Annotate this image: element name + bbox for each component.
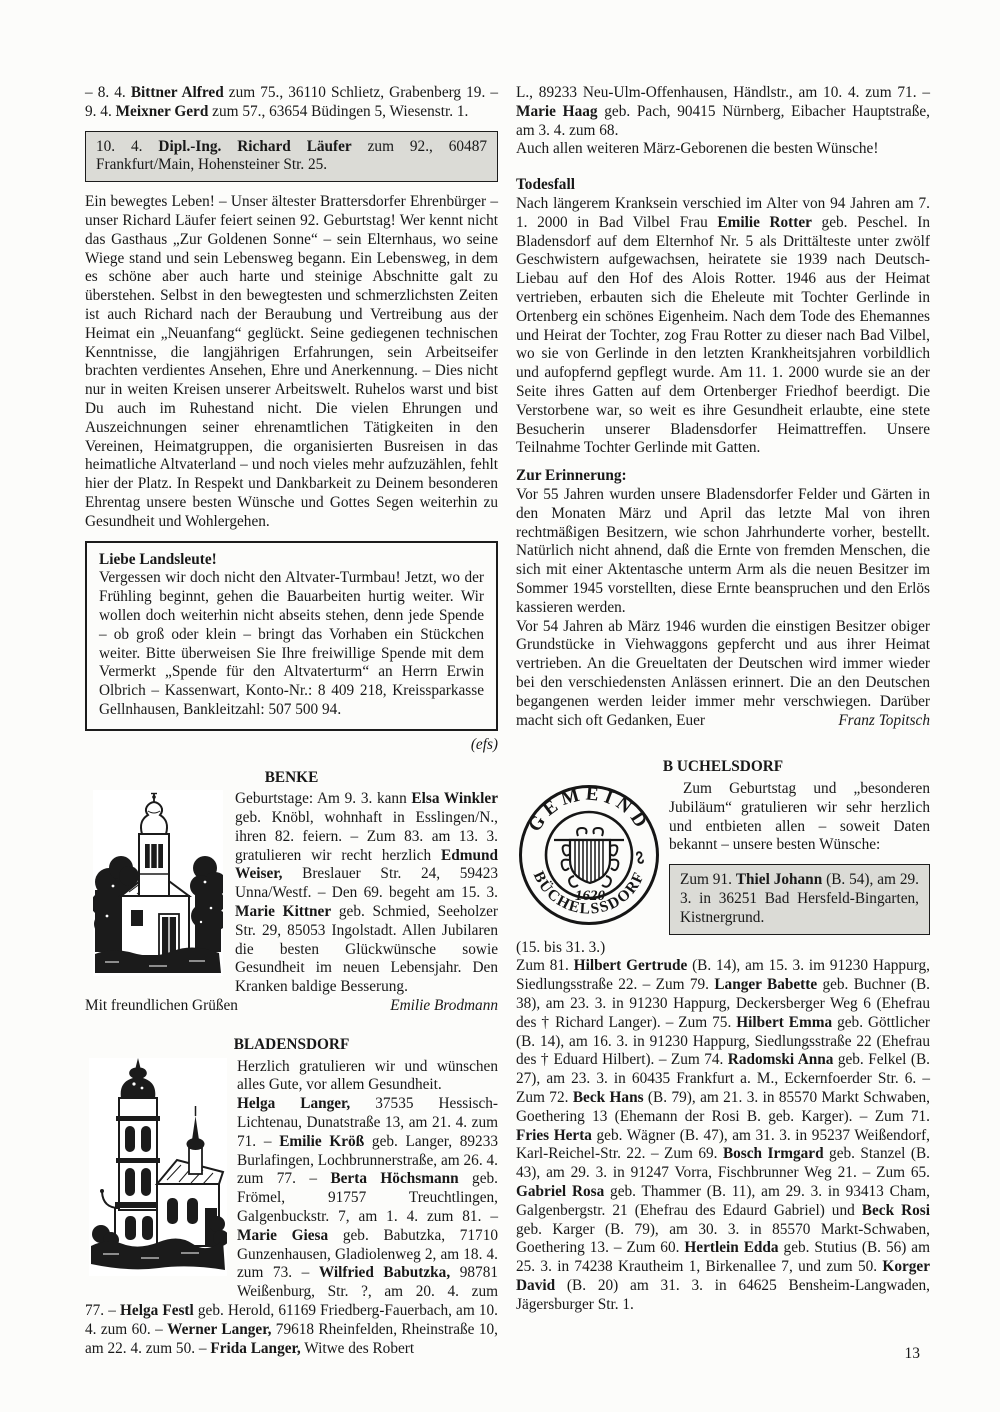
buchelsdorf-birthdays: Zum 81. Hilbert Gertrude (B. 14), am 15. 3. im 91230 Happurg, Siedlungsstraße 22. – Zum 79. Langer Babette geb. Buchner (B. 38), am 23. 3. in 91230 Happurg, Deckersberger Weg 6 (Ehefrau des † Richard Langer). – Zum 75. Hilbert Emma geb. Göttlicher (B. 14), am 16. 3. in 91230 Happurg, Siedlungsstraße 22 (Ehefrau des † Eduard Hilbert). – Zum 74. Radomski Anna geb. Felkel (B. 27), am 23. 3. in 60435 Frankfurt a. M., Eckernfoerder Str. 6. – Zum 72. Beck Hans (B. 79), am 21. 3. in 85570 Markt Schwaben, Goethering 13 (Ehemann der Rosi B. geb. Karger). – Zum 71. Fries Herta geb. Wägner (B. 47), am 31. 3. in 95237 Weißendorf, Karl-Reichel-Str. 22. – Zum 69. Bosch Irmgard geb. Stanzel (B. 43), am 29. 3. in 91247 Vorra, Fischbrunner Weg 21. – Zum 65. Gabriel Rosa geb. Thammer (B. 11), am 29. 3. in 93413 Cham, Galgenbergstr. 21 (Ehefrau des Edaurd Gabriel) und Beck Rosi geb. Karger (B. 79), am 30. 3. in 85570 Markt-Schwaben, Goethering 13. – Zum 60. Hertlein Edda geb. Stutius (B. 56) am 25. 3. in 74238 Krautheim 1, Birkenallee 7, und zum 50. Korger David (B. 20) am 31. 3. in 64625 Bensheim-Langwaden, Jägersburger Str. 1. <box>516 957 931 1313</box>
erinnerung-signature: Franz Topitsch <box>838 711 930 729</box>
buchelsdorf-body <box>669 780 930 935</box>
thiel-highlight-box: Zum 91. Thiel Johann (B. 54), am 29. 3. in 36251 Bad Hersfeld-Bingarten, Kistnergrund. <box>669 864 930 934</box>
buchelsdorf-seal <box>518 784 660 926</box>
march-birthdays-carryover: L., 89233 Neu-Ulm-Offenhausen, Händlstr., am 10. 4. zum 71. – Marie Haag geb. Pach, 90415 Nürnberg, Eibacher Hauptstraße, am 3. 4. zum 68. <box>516 84 930 139</box>
march-wishes-line: Auch allen weiteren März-Geborenen die besten Wünsche! <box>516 140 879 158</box>
buchelsdorf-section <box>516 780 930 935</box>
seal-text-bottom: BÜCHELSSDORF <box>529 868 649 918</box>
landsleute-body: Vergessen wir doch nicht den Altvater-Turmbau! Jetzt, wo der Frühling beginnt, gehen die Bauarbeiten hurtig weiter. Wir wollen doch weiterhin nicht abseits stehen, denn jede Spende – ob groß oder klein – bringt das Vorhaben ein Stückchen weiter. Bitte überweisen Sie Ihre freiwillige Spende mit dem Vermerkt „Spende für den Altvaterturm“ an Herrn Erwin Olbrich – Kassenwart, Konto-Nr.: 8 409 218, Kreissparkasse Gellnhausen, Bankleitzahl: 507 500 94. <box>99 569 484 718</box>
laeufer-highlight-box: 10. 4. Dipl.-Ing. Richard Läufer zum 92., 60487 Frankfurt/Main, Hohensteiner Str. 25. <box>85 131 498 183</box>
benke-section <box>85 790 498 997</box>
bladensdorf-section-title: BLADENSDORF <box>233 1035 350 1053</box>
bladensdorf-body <box>237 1058 498 1302</box>
bladensdorf-list-overflow: 77. – Helga Festl geb. Herold, 61169 Friedberg-Fauerbach, am 10. 4. zum 60. – Werner Langer, 79618 Rheinfelden, Rheinstraße 10, am 22. 4. zum 50. – Frida Langer, Witwe des Robert <box>85 1302 498 1357</box>
erinnerung-title: Zur Erinnerung: <box>516 467 627 485</box>
todesfall-body: Nach längerem Kranksein verschied im Alter von 94 Jahren am 7. 1. 2000 in Bad Vilbel Frau Emilie Rotter geb. Peschel. In Bladensdorf auf dem Elternhof Nr. 5 als Drittälteste unter zwölf Geschwistern aufgewachsen, heiratete sie 1939 nach Deutsch-Liebau auf den Hof des Alois Rotter. 1946 aus der Heimat vertrieben, erbauten sich die Eheleute mit Tochter Gerlinde in Ortenberg ein schönes Eigenheim. Nach dem Tode des Ehemannes und Heirat der Tochter, zog Frau Rotter zu dieser nach Bad Vilbel, wo sie von Gerlinde in den letzten Krankheitsjahren vorbildlich und aufopfernd gepflegt wurde. Am 11. 1. 2000 wurde sie an der Seite ihres Gatten auf dem Ortenberger Friedhof beerdigt. Die Verstorbene war, so weit es ihre Gesundheit erlaubte, eine stete Besucherin unserer Bladensdorfer Heimattreffen. Unsere Teilnahme Tochter Gerlinde mit Gatten. <box>516 194 930 457</box>
two-column-layout <box>85 84 930 1358</box>
buchelsdorf-section-title: B UCHELSDORF <box>662 758 784 776</box>
buchelsdorf-intro: Zum Geburtstag und „besonderen Jubiläum“ gratulieren wir sehr herzlich und entbieten allen – soweit Daten bekannt – unsere besten Wünsche: <box>669 780 930 854</box>
todesfall-title: Todesfall <box>516 176 575 194</box>
page-number: 13 <box>904 1345 920 1363</box>
benke-church-engraving <box>93 790 223 976</box>
bladensdorf-intro: Herzlich gratulieren wir und wünschen alles Gute, vor allem Gesundheit. <box>237 1057 498 1094</box>
buchelsdorf-date-range: (15. bis 31. 3.) <box>516 938 606 956</box>
landsleute-title: Liebe Landsleute! <box>99 550 217 568</box>
seal-ornament: ∾ <box>627 848 652 868</box>
right-column <box>516 84 930 1358</box>
bladensdorf-section <box>85 1058 498 1302</box>
efs-initials: (efs) <box>470 735 498 753</box>
benke-section-title: BENKE <box>264 768 319 786</box>
laeufer-tribute-paragraph: Ein bewegtes Leben! – Unser ältester Brattersdorfer Ehrenbürger – unser Richard Läufer feiert seinen 92. Geburtstag! Wer kennt nicht das Gasthaus „Zur Goldenen Sonne“ – sein Elternhaus, wo seine Wiege stand und sein Lebensweg begann. Ein Lebensweg, in dem es schöne aber auch harte und steinige Abschnitte galt zu überstehen. Selbst in den bewegtesten und schmerzlichsten Zeiten ist auch Richard nach der Beraubung und Vertreibung aus der Heimat ein „Neuanfang“ geglückt. Seine gediegenen technischen Kenntnisse, die langjährigen Erfahrungen, sein Arbeitseifer brachten verdientes Ansehen, Ehre und Anerkennung. – Dies nicht nur in weiten Kreisen unserer Arbeitswelt. Ruhelos warst und bist Du auch im Ruhestand nicht. Die vielen Ehrungen und Auszeichnungen seiner ehrenamtlichen Tätigkeiten in den Vereinen, Heimatgruppen, die organisierten Busreisen in das heimatliche Altvaterland – und noch vieles mehr aufzuzählen, fehlt hier der Platz. In Respekt und Dankbarkeit zu Deinem besonderen Ehrentag unsere besten Wünsche und Gottes Segen weiterhin zu Gesundheit und Wohlergehen. <box>85 193 498 530</box>
erinnerung-closing: macht sich oft Gedanken, Euer <box>516 711 706 729</box>
svg-text:GEMEIND <box>524 784 653 836</box>
erinnerung-para2: Vor 54 Jahren ab März 1946 wurden die einstigen Besitzer obiger Grundstücke in Viehwaggons gepfercht und aus ihrer Heimat vertrieben. An die Greueltaten der Deutschen wird immer wieder bei den verschiedensten Anlässen erinnert. Die an den Deutschen begangenen werden leider immer mehr verschwiegen. Darüber <box>516 617 930 710</box>
benke-signature: Emilie Brodmann <box>390 997 498 1015</box>
benke-signoff-row <box>85 997 498 1016</box>
benke-body: Geburtstage: Am 9. 3. kann Elsa Winkler geb. Knöbl, wohnhaft in Esslingen/N., ihren 82. feiern. – Zum 83. am 13. 3. gratulieren wir recht herzlich Edmund Weiser, Breslauer Str. 24, 59423 Unna/Westf. – Den 69. begeht am 15. 3. Marie Kittner geb. Schmied, Seeholzer Str. 29, 85053 Ingolstadt. Allen Jubilaren die besten Glückwünsche sowie Gesundheit im neuen Lebensjahr. Den Kranken baldige Besserung. <box>235 790 499 996</box>
left-column <box>85 84 498 1358</box>
seal-year: 1620 <box>575 888 605 905</box>
landsleute-donation-box <box>85 541 498 731</box>
benke-signoff: Mit freundlichen Grüßen <box>85 997 238 1015</box>
erinnerung-para1: Vor 55 Jahren wurden unsere Bladensdorfer Felder und Gärten in den Monaten März und April das letzte Mal von ihren rechtmäßigen Besitzern, wie schon Jahrhunderte vorher, bestellt. Natürlich nicht ahnend, daß die Ernte von fremden Menschen, die sich mit einer Aktentasche unterm Arm als die neuen Besitzer im Sommer 1945 vorstellten, diese Ernte beanspruchen und den Erlös kassieren werden. <box>516 485 930 616</box>
april-birthdays-carryover: – 8. 4. Bittner Alfred zum 75., 36110 Schlietz, Grabenberg 19. – 9. 4. Meixner Gerd zum 57., 63654 Büdingen 5, Wiesenstr. 1. <box>85 84 498 120</box>
erinnerung-signoff-row <box>516 712 930 731</box>
bladensdorf-church-engraving <box>89 1058 227 1276</box>
seal-text-top: GEMEIND <box>524 784 654 836</box>
bladensdorf-list: Helga Langer, 37535 Hessisch-Lichtenau, Dunatstraße 13, am 21. 4. zum 71. – Emilie Kröß geb. Langer, 89233 Burlafingen, Lochbrunnerstraße, am 26. 4. zum 77. – Berta Höchsmann geb. Frömel, 91757 Treuchtlingen, Galgenbuckstr. 7, am 1. 4. zum 81. – Marie Giesa geb. Babutzka, 71710 Gunzenhausen, Gladiolenweg 2, am 18. 4. zum 73. – Wilfried Babutzka, 98781 Weißenburg, Str. ?, am 20. 4. zum <box>237 1095 499 1301</box>
